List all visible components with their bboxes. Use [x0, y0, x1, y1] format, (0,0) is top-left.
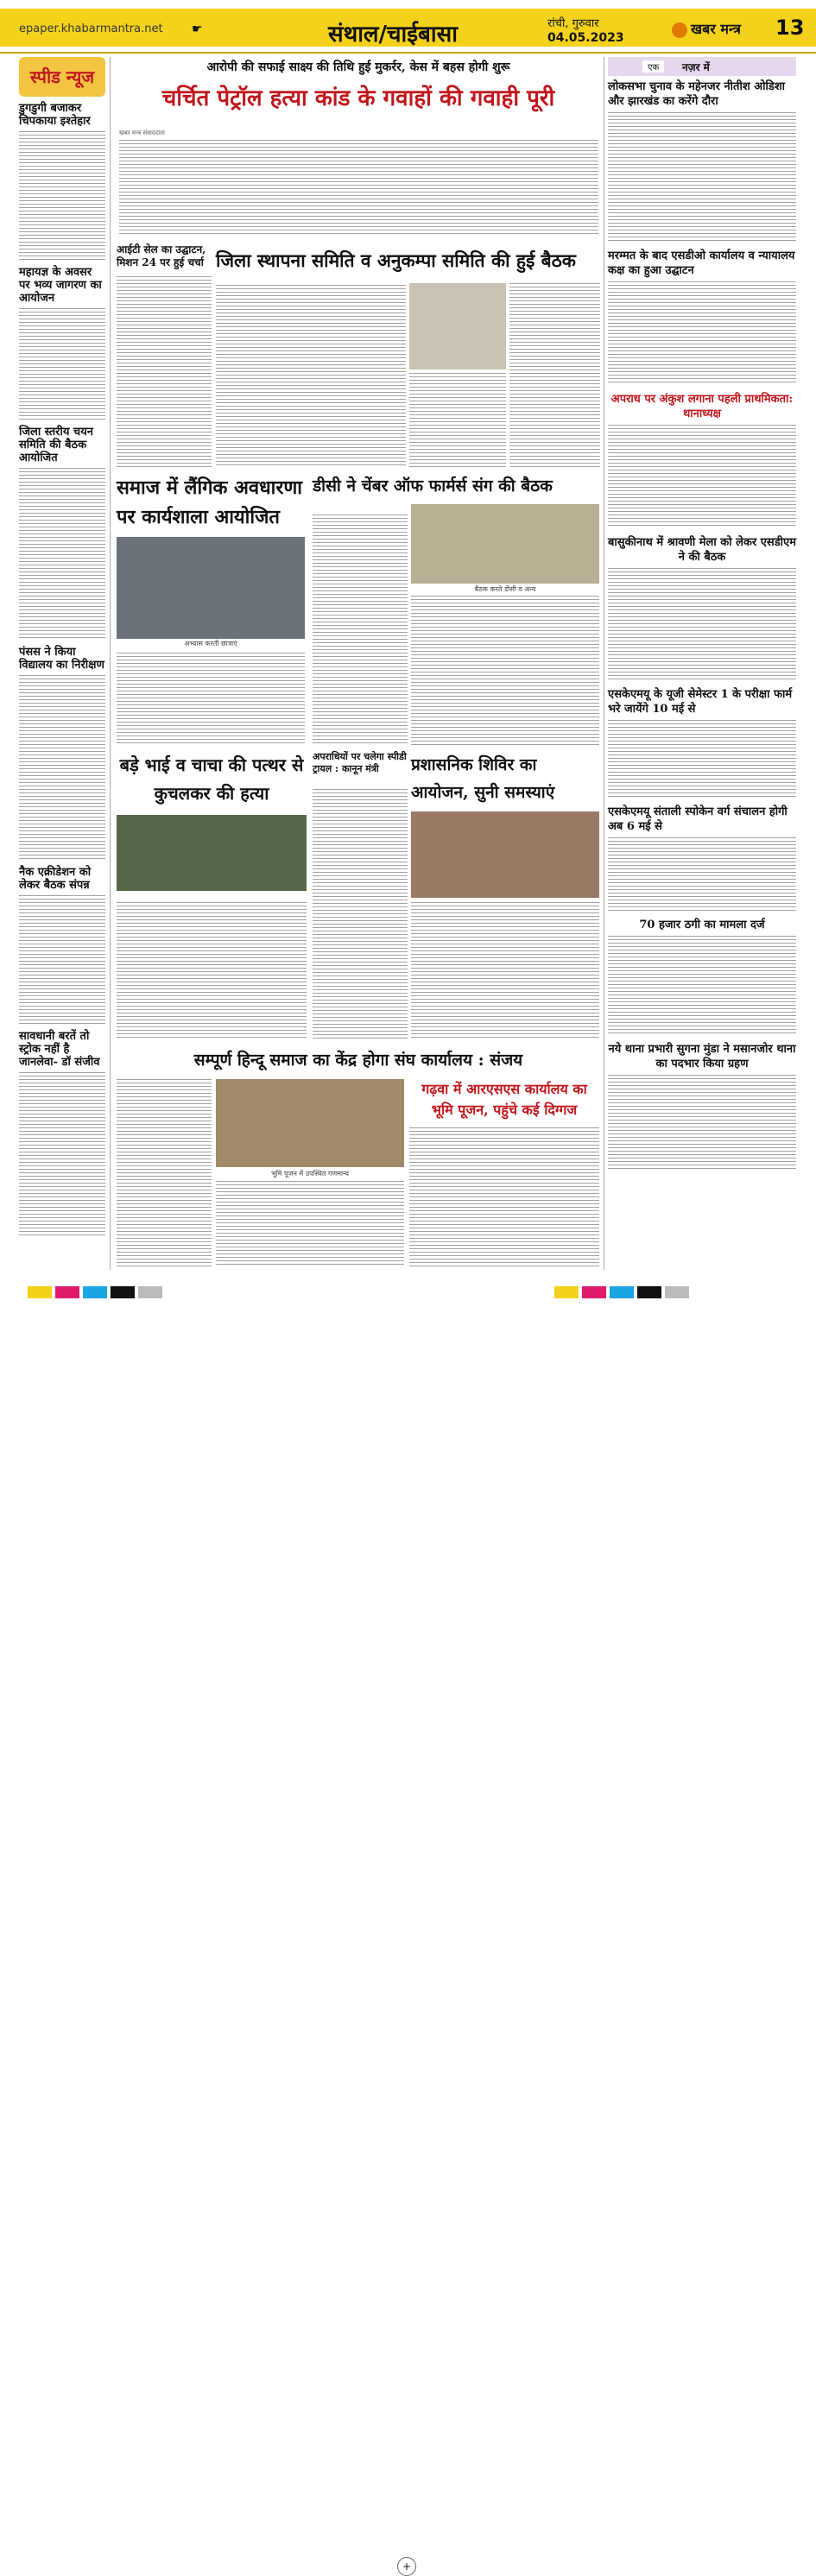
nazar-label: नज़र में: [682, 61, 710, 73]
swatch: [138, 1286, 162, 1298]
right-story-headline: बासुकीनाथ में श्रावणी मेला को लेकर एसडीएम ने की बैठक: [608, 536, 796, 564]
sangh-body: [117, 1079, 212, 1267]
page-number: 13: [775, 16, 805, 40]
color-swatches-left: [26, 1285, 164, 1302]
speedy-trial-headline: अपराधियों पर चलेगा स्पीडी ट्रायल : कानून मंत्री: [313, 751, 407, 774]
left-story-body: [19, 675, 105, 861]
left-story-headline: जिला स्तरीय चयन समिति की बैठक आयोजित: [19, 426, 93, 464]
right-story-headline: एसकेएमयू के यूजी सेमेस्टर 1 के परीक्षा फार्म भरे जायेंगे 10 मई से: [608, 688, 793, 716]
right-story-body: [608, 568, 796, 680]
right-story-body: [608, 936, 796, 1035]
swatch: [582, 1286, 606, 1298]
dc-body-2: [411, 596, 599, 746]
brand-logo-icon: [672, 22, 687, 38]
speed-news-label: स्पीड न्यूज: [29, 66, 95, 87]
camp-body: [411, 902, 599, 1040]
color-swatches-right: [553, 1285, 691, 1302]
column-divider: [110, 57, 111, 1270]
masthead-bar: [0, 0, 816, 54]
garhwa-body: [409, 1127, 599, 1267]
right-story-body: [608, 720, 796, 798]
swatch: [28, 1286, 52, 1298]
dc-body: [313, 515, 408, 746]
dc-caption: बैठक करते डीसी व अन्य: [474, 585, 536, 593]
camp-headline: प्रशासनिक शिविर का आयोजन, सुनी समस्याएं: [411, 755, 555, 802]
samaj-caption: अभ्यास करती छात्राएं: [184, 640, 237, 647]
camp-photo: [411, 811, 599, 898]
left-column: [19, 102, 105, 1267]
registration-mark-icon: +: [397, 2557, 416, 2576]
murder-photo: [117, 815, 307, 891]
right-story-body: [608, 837, 796, 911]
itcell-body: [117, 276, 212, 468]
dc-photo: [411, 504, 599, 584]
right-story-body: [608, 281, 796, 385]
right-story-headline: लोकसभा चुनाव के महेनजर नीतीश ओडिशा और झारखंड का करेंगे दौरा: [608, 80, 786, 108]
right-story-body: [608, 1075, 796, 1170]
left-story-headline: सावधानी बरतें तो स्ट्रोक नहीं है जानलेवा- डॉ संजीव: [19, 1030, 100, 1069]
right-story-headline: मरम्मत के बाद एसडीओ कार्यालय व न्यायालय कक्ष का हुआ उद्घाटन: [608, 249, 795, 277]
left-story-body: [19, 468, 105, 641]
speed-news-badge: [19, 57, 105, 97]
city-day: रांची, गुरुवार: [547, 17, 599, 30]
brand-name: खबर मन्त्र: [691, 21, 741, 37]
sangh-photo: [216, 1079, 404, 1167]
right-story-headline: एसकेएमयू संताली स्पोकेन वर्ग संचालन होगी अब 6 मई से: [608, 805, 788, 833]
right-story-headline: अपराध पर अंकुश लगाना पहली प्राथमिकता: थानाध्यक्ष: [610, 393, 794, 420]
lead-headline: चर्चित पेट्रॉल हत्या कांड के गवाहों की गवाही पूरी: [161, 85, 555, 111]
sangh-caption: भूमि पूजन में उपस्थित गणमान्य: [270, 1170, 350, 1178]
zila-body-3: [509, 283, 600, 468]
sangh-body-2: [216, 1181, 404, 1267]
garhwa-headline: गढ़वा में आरएसएस कार्यालय का भूमि पूजन, पहुंचे कई दिग्गज: [421, 1081, 587, 1118]
left-story-body: [19, 131, 105, 261]
murder-headline: बड़े भाई व चाचा की पत्थर से कुचलकर की हत्या: [119, 754, 304, 804]
swatch: [610, 1286, 634, 1298]
itcell-headline: आईटी सेल का उद्घाटन, मिशन 24 पर हुई चर्चा: [117, 243, 206, 268]
right-story-body: [608, 112, 796, 242]
cursor-icon: ☛: [192, 22, 203, 36]
lead-kicker: आरोपी की सफाई साक्ष्य की तिथि हुई मुकर्रर, केस में बहस होगी शुरू: [206, 60, 510, 74]
left-story-headline: डुगडुगी बजाकर चिपकाया इश्तेहार: [19, 102, 91, 128]
zila-body-2: [409, 373, 506, 468]
swatch: [83, 1286, 107, 1298]
left-story-headline: महायज्ञ के अवसर पर भव्य जागरण का आयोजन: [19, 266, 102, 305]
samaj-headline: समाज में लैंगिक अवधारणा पर कार्यशाला आयोजित: [117, 477, 302, 528]
zila-body: [216, 285, 406, 468]
swatch: [637, 1286, 661, 1298]
left-story-headline: पंसस ने किया विद्यालय का निरीक्षण: [19, 646, 104, 672]
left-story-headline: नैक एक्रीडेशन को लेकर बैठक संपन्न: [19, 866, 92, 892]
left-story-body: [19, 308, 105, 420]
samaj-photo: [117, 537, 305, 639]
sangh-headline: सम्पूर्ण हिन्दू समाज का केंद्र होगा संघ कार्यालय : संजय: [193, 1051, 523, 1070]
right-story-headline: 70 हजार ठगी का मामला दर्ज: [639, 919, 765, 931]
murder-body: [117, 902, 307, 1040]
zila-photo: [409, 283, 506, 369]
ek-label: एक: [642, 60, 664, 73]
brand-logo: [672, 19, 741, 38]
issue-date: 04.05.2023: [547, 31, 624, 45]
swatch: [554, 1286, 579, 1298]
speedy-trial-body: [313, 789, 408, 1039]
lead-dateline: खबर मन्त्र संवाददाता: [119, 129, 165, 136]
dc-headline: डीसी ने चेंबर ऑफ फार्मर्स संग की बैठक: [313, 477, 553, 496]
right-story-headline: नये थाना प्रभारी सुगना मुंडा ने मसानजोर थाना का पदभार किया ग्रहण: [608, 1043, 796, 1070]
right-story-body: [608, 425, 796, 528]
swatch: [55, 1286, 79, 1298]
section-title: संथाल/चाईबासा: [328, 22, 458, 47]
samaj-body: [117, 653, 305, 746]
site-url[interactable]: epaper.khabarmantra.net: [19, 22, 163, 35]
left-story-body: [19, 895, 105, 1025]
ek-nazar-band: [608, 57, 796, 76]
zila-headline: जिला स्थापना समिति व अनुकम्पा समिति की हुई बैठक: [216, 249, 576, 271]
swatch: [665, 1286, 689, 1298]
right-column: [608, 79, 796, 1267]
left-story-body: [19, 1072, 105, 1236]
swatch: [111, 1286, 135, 1298]
print-marks: [0, 1273, 816, 2573]
lead-body: [119, 140, 598, 235]
